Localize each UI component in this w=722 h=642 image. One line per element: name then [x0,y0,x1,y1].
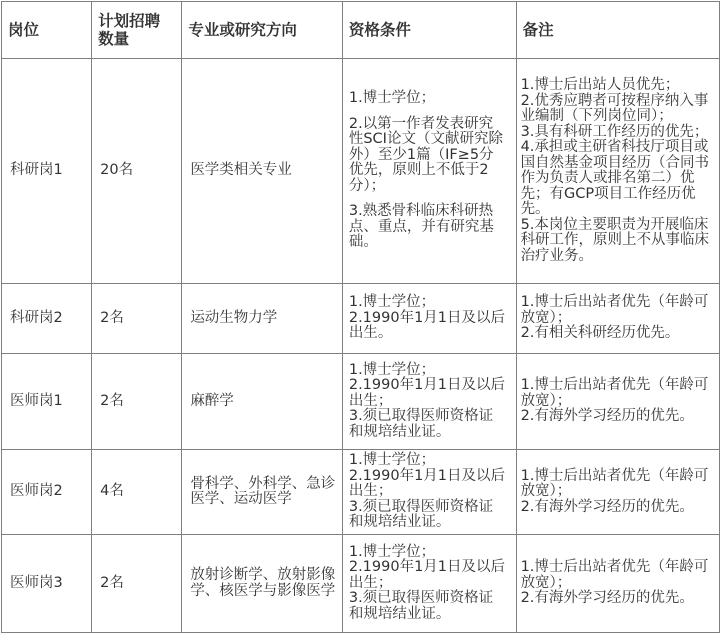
post-cell: 医师岗3 [2,535,92,633]
major-cell: 麻醉学 [182,354,343,450]
condition-item: 1.博士学位； [348,90,436,107]
conditions-cell [342,535,516,633]
note-item: 1.博士后出站人员优先； [520,77,680,93]
conditions-cell [342,450,516,535]
condition-item: 3.须已取得医师资格证和规培结业证。 [348,408,494,440]
conditions-cell [342,284,516,354]
major-cell: 骨科学、外科学、急诊医学、运动医学 [182,450,343,535]
condition-item: 1.博士学位； [348,361,436,378]
note-item: 2.有海外学习经历的优先。 [520,498,694,515]
note-item: 2.优秀应聘者可按程序纳入事业编制（下列岗位同）； [520,92,709,124]
condition-item: 2.1990年1月1日及以后出生； [348,559,506,591]
condition-item: 1.博士学位； [348,452,436,469]
quantity-cell: 2名 [92,354,182,450]
condition-item: 1.博士学位； [348,294,436,311]
note-item: 1.博士后出站者优先（年龄可放宽）； [520,467,709,500]
quantity-cell: 20名 [92,59,182,284]
post-cell: 医师岗1 [2,354,92,450]
quantity-cell: 4名 [92,450,182,535]
condition-item: 2.以第一作者发表研究性SCI论文（文献研究除外）至少1篇（IF≥5分优先，原则上不低于2分）； [348,115,503,194]
conditions-cell [342,354,516,450]
post-cell: 科研岗1 [2,59,92,284]
condition-item: 1.博士学位； [348,543,436,560]
note-item: 4.承担或主研省科技厅项目或国自然基金项目经历（合同书作为负责人或排名第二）优先；有GCP项目工作经历优先。 [520,139,710,217]
header-major: 专业或研究方向 [182,2,343,59]
major-cell: 医学类相关专业 [182,59,343,284]
table-row [2,535,720,633]
note-item: 2.有海外学习经历的优先。 [520,408,694,425]
table-row [2,354,720,450]
conditions-cell [342,59,516,284]
note-item: 1.博士后出站者优先（年龄可放宽）； [520,294,709,326]
table-row [2,284,720,354]
quantity-cell: 2名 [92,535,182,633]
header-conditions: 资格条件 [342,2,516,59]
notes-cell [516,450,719,535]
note-item: 2.有相关科研经历优先。 [520,325,680,342]
header-quantity: 计划招聘数量 [92,2,182,59]
post-cell: 医师岗2 [2,450,92,535]
note-item: 2.有海外学习经历的优先。 [520,590,694,607]
notes-cell [516,354,719,450]
header-notes: 备注 [516,2,719,59]
notes-cell [516,535,719,633]
major-cell: 运动生物力学 [182,284,343,354]
note-item: 1.博士后出站者优先（年龄可放宽）； [520,377,709,409]
table-row [2,450,720,535]
recruitment-table [1,1,720,633]
condition-item: 3.须已取得医师资格证和规培结业证。 [348,590,494,622]
notes-cell [516,284,719,354]
condition-item: 3.须已取得医师资格证和规培结业证。 [348,498,494,531]
condition-item: 3.熟悉骨科临床科研热点、重点，并有研究基础。 [348,203,494,251]
notes-cell [516,59,719,284]
header-row [2,2,720,59]
note-item: 1.博士后出站者优先（年龄可放宽）； [520,559,709,591]
table-row [2,59,720,284]
condition-item: 2.1990年1月1日及以后出生； [348,467,506,500]
post-cell: 科研岗2 [2,284,92,354]
note-item: 5.本岗位主要职责为开展临床科研工作，原则上不从事临床治疗业务。 [520,216,710,264]
condition-item: 2.1990年1月1日及以后出生。 [348,309,506,342]
note-item: 3.具有科研工作经历的优先； [520,123,709,140]
header-post: 岗位 [2,2,92,59]
quantity-cell: 2名 [92,284,182,354]
major-cell: 放射诊断学、放射影像学、核医学与影像医学 [182,535,343,633]
condition-item: 2.1990年1月1日及以后出生； [348,377,506,409]
